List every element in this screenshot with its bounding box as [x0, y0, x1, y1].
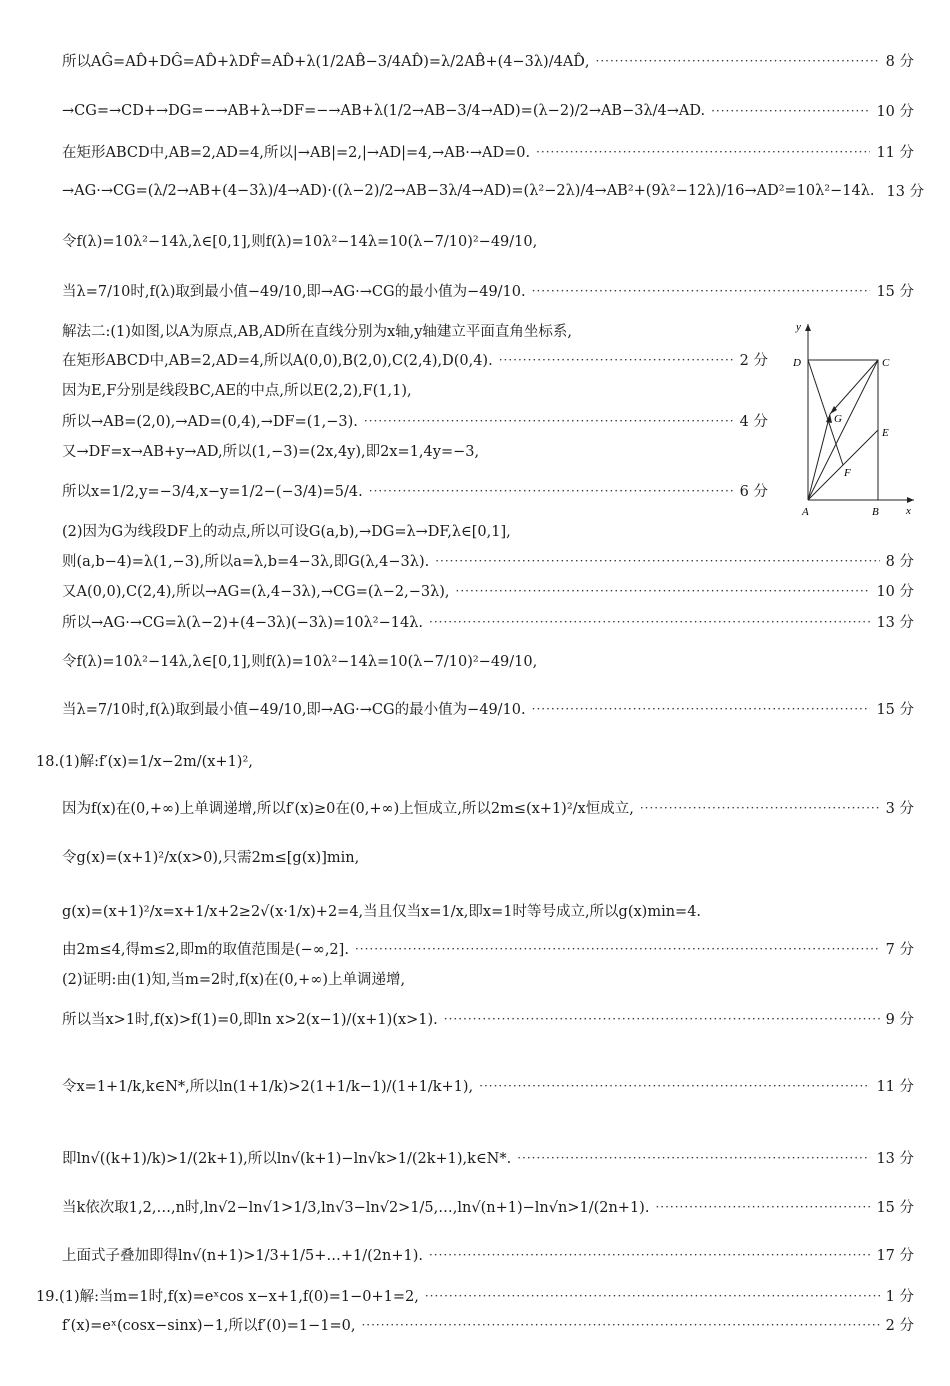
- line-8: [62, 349, 768, 370]
- line-16: [62, 611, 914, 632]
- label-a: A: [802, 506, 809, 518]
- leader-dots: [532, 702, 871, 716]
- line-text: 所以当x>1时,f(x)>f(1)=0,即ln x>2(x−1)/(x+1)(x>1).: [62, 1012, 438, 1028]
- score: 6 分: [739, 484, 768, 500]
- line-25: [62, 1008, 914, 1029]
- score: 11 分: [876, 145, 914, 161]
- line-5: [62, 230, 914, 251]
- segment-ag: [808, 414, 830, 500]
- score: 15 分: [876, 284, 914, 300]
- score: 1 分: [885, 1289, 914, 1305]
- line-text: 在矩形ABCD中,AB=2,AD=4,所以|→AB|=2,|→AD|=4,→AB·→AD=0.: [62, 145, 531, 161]
- line-text: 当k依次取1,2,…,n时,ln√2−ln√1>1/3,ln√3−ln√2>1/5,…,ln√(n+1)−ln√n>1/(2n+1).: [62, 1200, 650, 1216]
- leader-dots: [640, 801, 880, 815]
- line-11: [62, 440, 768, 461]
- label-y: y: [796, 321, 801, 333]
- leader-dots: [355, 942, 880, 956]
- coordinate-figure: [790, 318, 920, 518]
- label-x: x: [906, 505, 911, 517]
- leader-dots: [655, 1200, 870, 1214]
- score: 15 分: [876, 1200, 914, 1216]
- line-text: 当λ=7/10时,f(λ)取到最小值−49/10,即→AG·→CG的最小值为−49/10.: [62, 284, 526, 300]
- leader-dots: [435, 554, 879, 568]
- line-text: →CG=→CD+→DG=−→AB+λ→DF=−→AB+λ(1/2→AB−3/4→AD)=(λ−2)/2→AB−3λ/4→AD.: [62, 102, 706, 119]
- score: 4 分: [739, 414, 768, 430]
- line-text: (2)因为G为线段DF上的动点,所以可设G(a,b),→DG=λ→DF,λ∈[0,1],: [62, 524, 511, 540]
- line-text: 即ln√((k+1)/k)>1/(2k+1),所以ln√(k+1)−ln√k>1/(2k+1),k∈N*.: [62, 1151, 512, 1167]
- leader-dots: [536, 145, 870, 159]
- line-12: [62, 480, 768, 501]
- line-24: [62, 968, 914, 989]
- line-text: 则(a,b−4)=λ(1,−3),所以a=λ,b=4−3λ,即G(λ,4−3λ).: [62, 554, 430, 570]
- line-text: 令f(λ)=10λ²−14λ,λ∈[0,1],则f(λ)=10λ²−14λ=10(λ−7/10)²−49/10,: [62, 654, 538, 670]
- line-text: 令x=1+1/k,k∈N*,所以ln(1+1/k)>2(1+1/k−1)/(1+1/k+1),: [62, 1079, 474, 1095]
- line-6: [62, 280, 914, 301]
- segment-ae: [808, 430, 878, 500]
- line-19: [36, 750, 914, 771]
- line-21: [62, 846, 914, 867]
- label-b: B: [872, 506, 879, 518]
- label-g: G: [834, 413, 842, 425]
- line-text: (2)证明:由(1)知,当m=2时,f(x)在(0,+∞)上单调递增,: [62, 972, 406, 988]
- label-f: F: [844, 467, 851, 479]
- line-text: 所以x=1/2,y=−3/4,x−y=1/2−(−3/4)=5/4.: [62, 484, 363, 500]
- score: 15 分: [876, 702, 914, 718]
- leader-dots: [444, 1012, 880, 1026]
- line-1: [62, 50, 914, 71]
- leader-dots: [596, 54, 880, 68]
- line-29: [62, 1244, 914, 1265]
- line-28: [62, 1196, 914, 1217]
- line-27: [62, 1147, 914, 1168]
- label-e: E: [882, 427, 889, 439]
- leader-dots: [711, 104, 870, 118]
- line-text: 18.(1)解:f′(x)=1/x−2m/(x+1)²,: [36, 754, 253, 770]
- line-text: 又A(0,0),C(2,4),所以→AG=(λ,4−3λ),→CG=(λ−2,−3λ),: [62, 584, 450, 600]
- line-text: 所以AĜ=AD̂+DĜ=AD̂+λDF̂=AD̂+λ(1/2AB̂−3/4AD̂)=λ/2AB̂+(4−3λ)/4AD̂,: [62, 54, 590, 70]
- label-d: D: [793, 357, 801, 369]
- line-text: 19.(1)解:当m=1时,f(x)=eˣcos x−x+1,f(0)=1−0+1=2,: [36, 1289, 419, 1305]
- line-30: [36, 1285, 914, 1306]
- line-text: g(x)=(x+1)²/x=x+1/x+2≥2√(x·1/x)+2=4,当且仅当x=1/x,即x=1时等号成立,所以g(x)min=4.: [62, 904, 702, 920]
- line-7: [62, 320, 768, 341]
- segment-ac: [808, 360, 878, 500]
- score: 13 分: [876, 1151, 914, 1167]
- leader-dots: [532, 284, 871, 298]
- line-18: [62, 698, 914, 719]
- score: 3 分: [885, 801, 914, 817]
- line-text: 在矩形ABCD中,AB=2,AD=4,所以A(0,0),B(2,0),C(2,4),D(0,4).: [62, 353, 493, 369]
- leader-dots: [361, 1318, 879, 1332]
- line-text: 所以→AB=(2,0),→AD=(0,4),→DF=(1,−3).: [62, 414, 358, 430]
- score: 8 分: [885, 554, 914, 570]
- score: 10 分: [876, 584, 914, 600]
- score: 2 分: [885, 1318, 914, 1334]
- line-23: [62, 938, 914, 959]
- line-2: [62, 100, 914, 121]
- segment-cg: [830, 360, 878, 414]
- line-text: 因为E,F分别是线段BC,AE的中点,所以E(2,2),F(1,1),: [62, 383, 412, 399]
- score: 10 分: [876, 104, 914, 120]
- line-text: 上面式子叠加即得ln√(n+1)>1/3+1/5+…+1/(2n+1).: [62, 1248, 423, 1264]
- score: 11 分: [876, 1079, 914, 1095]
- line-20: [62, 797, 914, 818]
- line-17: [62, 650, 914, 671]
- line-text: 因为f(x)在(0,+∞)上单调递增,所以f′(x)≥0在(0,+∞)上恒成立,所以2m≤(x+1)²/x恒成立,: [62, 801, 634, 817]
- score: 13 分: [876, 615, 914, 631]
- line-4: [62, 180, 925, 201]
- y-axis-arrow: [805, 324, 811, 331]
- leader-dots: [479, 1079, 870, 1093]
- line-text: →AG·→CG=(λ/2→AB+(4−3λ)/4→AD)·((λ−2)/2→AB−3λ/4→AD)=(λ²−2λ)/4→AB²+(9λ²−12λ)/16→AD²=10λ²−14λ.: [62, 182, 875, 199]
- score: 8 分: [885, 54, 914, 70]
- line-text: 当λ=7/10时,f(λ)取到最小值−49/10,即→AG·→CG的最小值为−49/10.: [62, 702, 526, 718]
- line-14: [62, 550, 914, 571]
- line-text: 由2m≤4,得m≤2,即m的取值范围是(−∞,2].: [62, 942, 349, 958]
- leader-dots: [499, 353, 734, 367]
- line-text: 令f(λ)=10λ²−14λ,λ∈[0,1],则f(λ)=10λ²−14λ=10(λ−7/10)²−49/10,: [62, 234, 538, 250]
- line-31: [62, 1314, 914, 1335]
- leader-dots: [425, 1289, 880, 1303]
- line-13: [62, 520, 768, 541]
- line-10: [62, 410, 768, 431]
- line-text: f′(x)=eˣ(cosx−sinx)−1,所以f′(0)=1−1=0,: [62, 1318, 356, 1334]
- x-axis-arrow: [907, 497, 914, 503]
- line-15: [62, 580, 914, 601]
- line-text: 又→DF=x→AB+y→AD,所以(1,−3)=(2x,4y),即2x=1,4y=−3,: [62, 444, 480, 460]
- score: 7 分: [885, 942, 914, 958]
- leader-dots: [429, 615, 870, 629]
- leader-dots: [369, 484, 734, 498]
- label-c: C: [882, 357, 890, 369]
- score: 13 分: [886, 184, 925, 200]
- line-9: [62, 379, 768, 400]
- line-22: [62, 900, 914, 921]
- line-3: [62, 141, 914, 162]
- leader-dots: [456, 584, 871, 598]
- score: 9 分: [885, 1012, 914, 1028]
- leader-dots: [429, 1248, 870, 1262]
- score: 2 分: [739, 353, 768, 369]
- score: 17 分: [876, 1248, 914, 1264]
- leader-dots: [364, 414, 734, 428]
- line-text: 所以→AG·→CG=λ(λ−2)+(4−3λ)(−3λ)=10λ²−14λ.: [62, 615, 423, 631]
- line-text: 令g(x)=(x+1)²/x(x>0),只需2m≤[g(x)]min,: [62, 850, 360, 866]
- line-26: [62, 1075, 914, 1096]
- leader-dots: [517, 1151, 870, 1165]
- line-text: 解法二:(1)如图,以A为原点,AB,AD所在直线分别为x轴,y轴建立平面直角坐标系,: [62, 324, 573, 340]
